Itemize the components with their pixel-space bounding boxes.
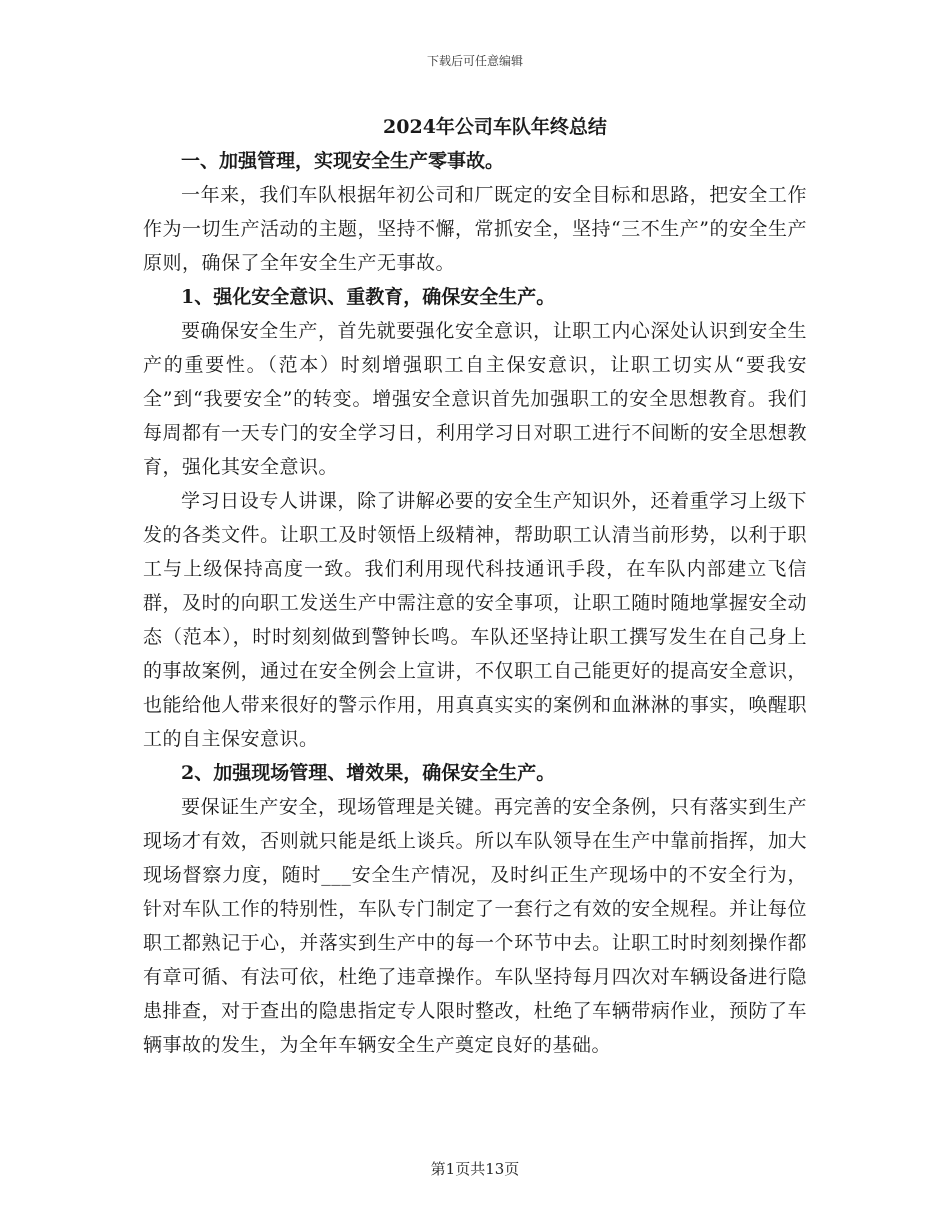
section-1-paragraph: 一年来，我们车队根据年初公司和厂既定的安全目标和思路，把安全工作作为一切生产活动的主题，坚持不懈，常抓安全，坚持“三不生产”的安全生产原则，确保了全年安全生产无事故。 bbox=[143, 184, 807, 274]
subsection-1-paragraph-2: 学习日设专人讲课，除了讲解必要的安全生产知识外，还着重学习上级下发的各类文件。让职工及时领悟上级精神，帮助职工认清当前形势，以利于职工与上级保持高度一致。我们利用现代科技通讯手段，在车队内部建立飞信群，及时的向职工发送生产中需注意的安全事项，让职工随时随地掌握安全动态（范本），时时刻刻做到警钟长鸣。车队还坚持让职工撰写发生在自己身上的事故案例，通过在安全例会上宣讲，不仅职工自己能更好的提高安全意识，也能给他人带来很好的警示作用，用真真实实的案例和血淋淋的事实，唤醒职工的自主保安意识。 bbox=[143, 490, 807, 750]
document-body bbox=[143, 110, 807, 1062]
page-header-note: 下载后可任意编辑 bbox=[426, 54, 523, 68]
subsection-heading-1: 1、强化安全意识、重教育，确保安全生产。 bbox=[181, 286, 556, 308]
subsection-1-paragraph-1: 要确保安全生产，首先就要强化安全意识，让职工内心深处认识到安全生产的重要性。（范本）时刻增强职工自主保安意识，让职工切实从“要我安全”到“我要安全”的转变。增强安全意识首先加强职工的安全思想教育。我们每周都有一天专门的安全学习日，利用学习日对职工进行不间断的安全思想教育，强化其安全意识。 bbox=[143, 320, 807, 478]
document-title: 2024年公司车队年终总结 bbox=[383, 116, 607, 138]
page-number: 第1页共13页 bbox=[430, 1160, 520, 1178]
section-heading-1: 一、加强管理，实现安全生产零事故。 bbox=[181, 150, 505, 172]
subsection-heading-2: 2、加强现场管理、增效果，确保安全生产。 bbox=[181, 762, 556, 784]
subsection-2-paragraph: 要保证生产安全，现场管理是关键。再完善的安全条例，只有落实到生产现场才有效，否则就只能是纸上谈兵。所以车队领导在生产中靠前指挥，加大现场督察力度，随时___安全生产情况，及时纠正生产现场中的不安全行为，针对车队工作的特别性，车队专门制定了一套行之有效的安全规程。并让每位职工都熟记于心，并落实到生产中的每一个环节中去。让职工时时刻刻操作都有章可循、有法可依，杜绝了违章操作。车队坚持每月四次对车辆设备进行隐患排查，对于查出的隐患指定专人限时整改，杜绝了车辆带病作业，预防了车辆事故的发生，为全年车辆安全生产奠定良好的基础。 bbox=[143, 796, 807, 1056]
